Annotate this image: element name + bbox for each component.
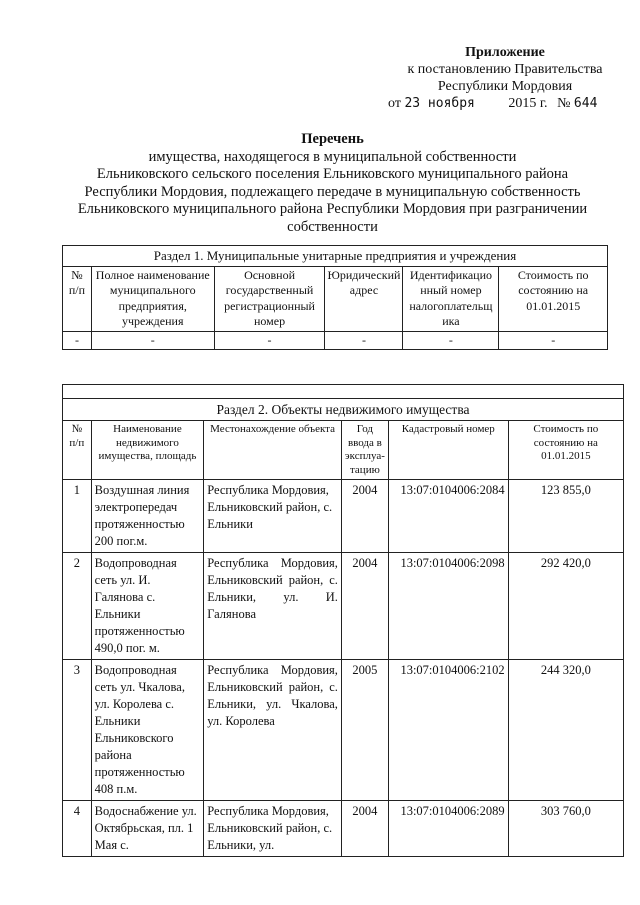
s1-header-cost: Стоимость по состоянию на 01.01.2015 [499, 266, 608, 331]
s1-header-address: Юридический адрес [325, 266, 403, 331]
title-line-2: Ельниковского сельского поселения Ельниковского муниципального района [96, 166, 569, 182]
row-number: 1 [63, 480, 92, 553]
row-cost: 303 760,0 [508, 801, 623, 857]
s1-header-name: Полное наименование муниципального предприятия, учреждения [91, 266, 214, 331]
s2-header-cadastre: Кадастровый номер [388, 421, 508, 480]
s2-header-year: Год ввода в эксплуа-тацию [341, 421, 388, 480]
row-year: 2005 [341, 660, 388, 801]
s1-cell-inn: - [403, 331, 499, 350]
section1-title: Раздел 1. Муниципальные унитарные предприятия и учреждения [63, 246, 608, 267]
s1-cell-cost: - [499, 331, 608, 350]
date-prefix: от [388, 96, 401, 111]
date-handwritten: 23 ноября [404, 96, 475, 111]
section1-table [62, 245, 608, 350]
s1-header-number: № п/п [63, 266, 92, 331]
s2-header-location: Местонахождение объекта [204, 421, 342, 480]
row-cost: 244 320,0 [508, 660, 623, 801]
s1-header-ogrn: Основной государственный регистрационный номер [214, 266, 325, 331]
table-row [63, 660, 624, 801]
appendix-title: Приложение [465, 45, 545, 60]
row-cost: 292 420,0 [508, 553, 623, 660]
section2-table [62, 384, 624, 857]
title-line-5: собственности [287, 218, 378, 235]
row-cadastre: 13:07:0104006:2089 [388, 801, 508, 857]
row-name: Воздушная линия электропередач протяженностью 200 пог.м. [91, 480, 204, 553]
section1-header-row [63, 266, 608, 331]
s1-cell-ogrn: - [214, 331, 325, 350]
table-row [63, 480, 624, 553]
row-name: Водопроводная сеть ул. Чкалова, ул. Королева с. Ельники Ельниковского района протяженностью 408 п.м. [91, 660, 204, 801]
table-row [63, 553, 624, 660]
title-line-4: Ельниковского муниципального района Республики Мордовия при разграничении [77, 201, 588, 217]
s2-header-cost: Стоимость по состоянию на 01.01.2015 [508, 421, 623, 480]
s1-cell-address: - [325, 331, 403, 350]
row-cadastre: 13:07:0104006:2084 [388, 480, 508, 553]
row-cadastre: 13:07:0104006:2102 [388, 660, 508, 801]
row-location: Республика Мордовия, Ельниковский район, с. Ельники, ул. И. Галянова [204, 553, 342, 660]
document-title [70, 131, 595, 236]
appendix-block [380, 44, 630, 112]
s1-header-inn: Идентификацио нный номер налогоплательщ ика [403, 266, 499, 331]
row-year: 2004 [341, 553, 388, 660]
title-line-1: имущества, находящегося в муниципальной собственности [148, 148, 517, 165]
s2-header-name: Наименование недвижимого имущества, площадь [91, 421, 204, 480]
row-name: Водопроводная сеть ул. И. Галянова с. Ельники протяженностью 490,0 пог. м. [91, 553, 204, 660]
row-number: 2 [63, 553, 92, 660]
section2-header-row [63, 421, 624, 480]
appendix-date-line [380, 95, 630, 112]
row-name: Водоснабжение ул. Октябрьская, пл. 1 Мая с. [91, 801, 204, 857]
section2-title: Раздел 2. Объекты недвижимого имущества [63, 399, 624, 421]
appendix-line-2: Республики Мордовия [437, 79, 573, 94]
title-heading: Перечень [301, 131, 364, 147]
title-line-3: Республики Мордовия, подлежащего передаче в муниципальную собственность [84, 183, 581, 200]
row-number: 3 [63, 660, 92, 801]
table-top-strip [63, 385, 624, 399]
number-handwritten: 644 [573, 96, 598, 111]
s2-header-number: № п/п [63, 421, 92, 480]
row-year: 2004 [341, 480, 388, 553]
s1-cell-name: - [91, 331, 214, 350]
row-cost: 123 855,0 [508, 480, 623, 553]
row-location: Республика Мордовия, Ельниковский район, с. Ельники, ул. Чкалова, ул. Королева [204, 660, 342, 801]
date-year: 2015 г. [508, 96, 548, 111]
row-cadastre: 13:07:0104006:2098 [388, 553, 508, 660]
appendix-line-1: к постановлению Правительства [407, 62, 603, 77]
table-row [63, 331, 608, 350]
table-row [63, 801, 624, 857]
row-number: 4 [63, 801, 92, 857]
row-location: Республика Мордовия, Ельниковский район, с. Ельники, ул. [204, 801, 342, 857]
row-year: 2004 [341, 801, 388, 857]
row-location: Республика Мордовия, Ельниковский район, с. Ельники [204, 480, 342, 553]
s1-cell-number: - [63, 331, 92, 350]
number-sign: № [557, 96, 571, 111]
